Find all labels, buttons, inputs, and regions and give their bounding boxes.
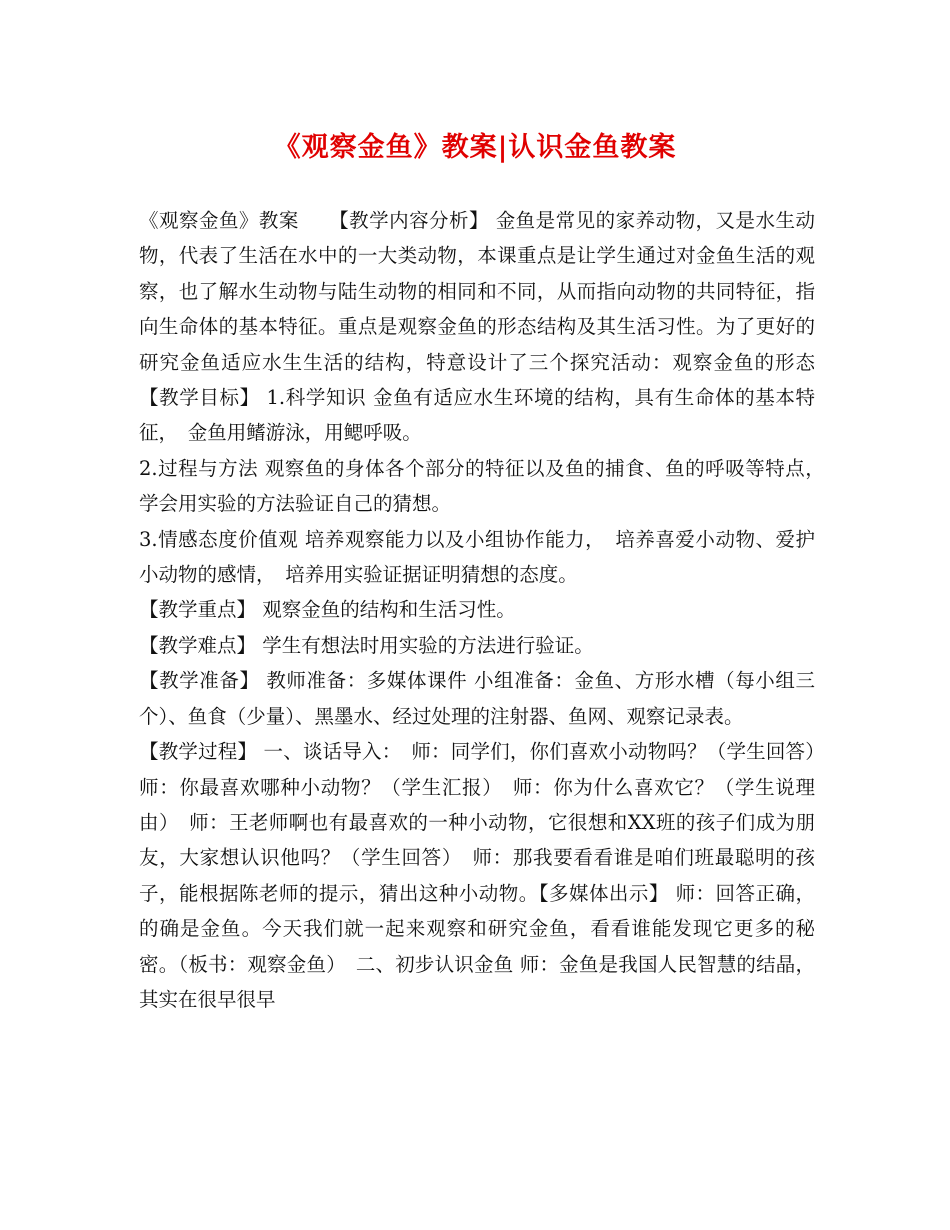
paragraph-difficulties: 【教学难点】 学生有想法时用实验的方法进行验证。 [139,633,594,657]
paragraph-teaching-process: 【教学过程】 一、谈话导入： 师：同学们，你们喜欢小动物吗？（学生回答） 师：你最喜欢哪种小动物？（学生汇报） 师：你为什么喜欢它？（学生说理由） 师：王老师啊也有最喜欢的一种小动物，它很想和XX班的孩子们成为朋友，大家想认识他吗？（学生回答） 师：那我要看看谁是咱们班最聪明的孩子，能根据陈老师的提示，猜出这种小动物。【多媒体出示】 师：回答正确，的确是金鱼。今天我们就一起来观察和研究金鱼，看看谁能发现它更多的秘密。（板书：观察金鱼） 二、初步认识金鱼 师：金鱼是我国人民智慧的结晶，其实在很早很早 [139,740,835,1011]
paragraph-process-method: 2.过程与方法 观察鱼的身体各个部分的特征以及鱼的捕食、鱼的呼吸等特点， 学会用实验的方法验证自己的猜想。 [139,456,835,516]
paragraph-key-points: 【教学重点】 观察金鱼的结构和生活习性。 [139,598,516,622]
document-body [139,203,835,1017]
paragraph-preparation: 【教学准备】 教师准备：多媒体课件 小组准备：金鱼、方形水槽（每小组三个）、鱼食（少量）、黑墨水、经过处理的注射器、鱼网、观察记录表。 [139,669,815,728]
document-title: 《观察金鱼》教案|认识金鱼教案 [273,132,677,163]
paragraph-emotion-values: 3.情感态度价值观 培养观察能力以及小组协作能力， 培养喜爱小动物、爱护小动物的感情， 培养用实验证据证明猜想的态度。 [139,527,815,587]
paragraph-intro: 《观察金鱼》教案 【教学内容分析】 金鱼是常见的家养动物，又是水生动物，代表了生活在水中的一大类动物，本课重点是让学生通过对金鱼生活的观察，也了解水生动物与陆生动物的相同和不同，从而指向动物的共同特征，指向生命体的基本特征。重点是观察金鱼的形态结构及其生活习性。为了更好的研究金鱼适应水生生活的结构，特意设计了三个探究活动：观察金鱼的形态 【教学目标】 1.科学知识 金鱼有适应水生环境的结构，具有生命体的基本特征， 金鱼用鳍游泳，用鳃呼吸。 [139,209,835,445]
